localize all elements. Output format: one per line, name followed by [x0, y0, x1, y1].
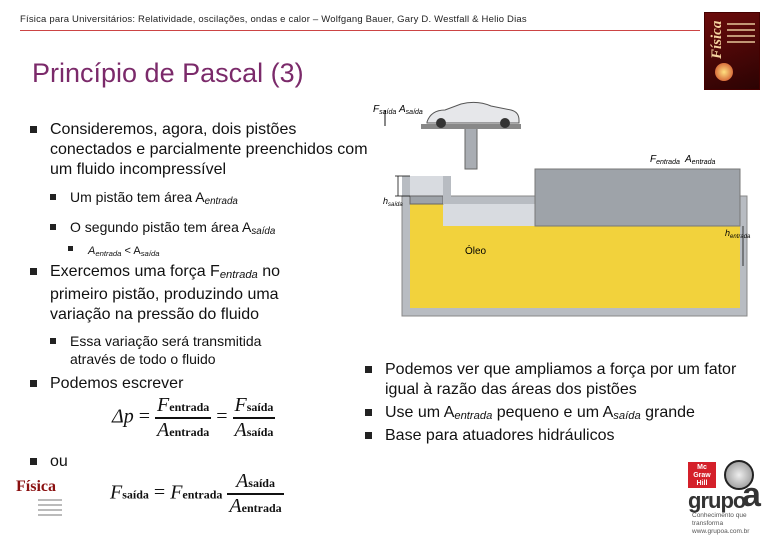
fluid-large [535, 226, 740, 308]
label-f-in: $F_{entrada}$ [650, 154, 680, 166]
fluid-narrow [410, 204, 443, 308]
book-cover-title: Física [709, 20, 725, 59]
book-cover-image [704, 12, 760, 90]
grupo-a-mark: a [742, 476, 761, 514]
bullet-marker [30, 126, 37, 133]
label-h-out: $h_{saída}$ [383, 196, 403, 208]
bullet-marker [30, 380, 37, 387]
label-a-in: $A_{entrada}$ [685, 154, 716, 166]
slide-title: Princípio de Pascal (3) [32, 58, 304, 88]
fisica-logo: Física [16, 478, 76, 516]
grupo-logo: grupo [688, 488, 746, 513]
bullet-marker [30, 458, 37, 465]
bullet-marker [68, 246, 73, 251]
equation-pressure: Δp = $\frac{\text{Fentrada}}{\text{Aentrada}}$ = $\frac{\text{Fsaída}}{\text{Asaída}}$ [112, 394, 274, 441]
bullet-marker [50, 224, 56, 230]
bullet-marker [365, 366, 372, 373]
bullet-marker [30, 268, 37, 275]
label-h-in: $h_{entrada}$ [725, 228, 751, 240]
equation-force: Fsaída = Fentrada $\frac{\text{Asaída}}{\text{Aentrada}}$ [110, 470, 282, 517]
header-text: Física para Universitários: Relatividade, oscilações, ondas e calor – Wolfgang Bauer, Gary D. Westfall & Helio Dias [20, 14, 527, 25]
bullet-marker [365, 409, 372, 416]
bullet-marker [365, 432, 372, 439]
car-wheel-rear [500, 118, 510, 128]
piston-small [410, 196, 443, 204]
hydraulic-press-diagram [365, 96, 765, 346]
label-f-out: $F_{saída}$ [373, 104, 397, 116]
header-divider [20, 30, 700, 31]
label-a-out: $A_{saída}$ [399, 104, 423, 116]
bullet-marker [50, 338, 56, 344]
label-oil: Óleo [465, 246, 487, 257]
lift-pillar [465, 126, 477, 169]
bullet-marker [50, 194, 56, 200]
narrow-column-wall [402, 176, 410, 196]
car-wheel-front [436, 118, 446, 128]
piston-large [535, 169, 740, 226]
narrow-column-wall-right [443, 176, 451, 204]
fluid-mid [443, 226, 535, 308]
grupo-tagline: Conhecimento que transforma www.grupoa.com.br [692, 512, 750, 535]
mcgraw-hill-logo: Mc Graw Hill [688, 462, 716, 488]
